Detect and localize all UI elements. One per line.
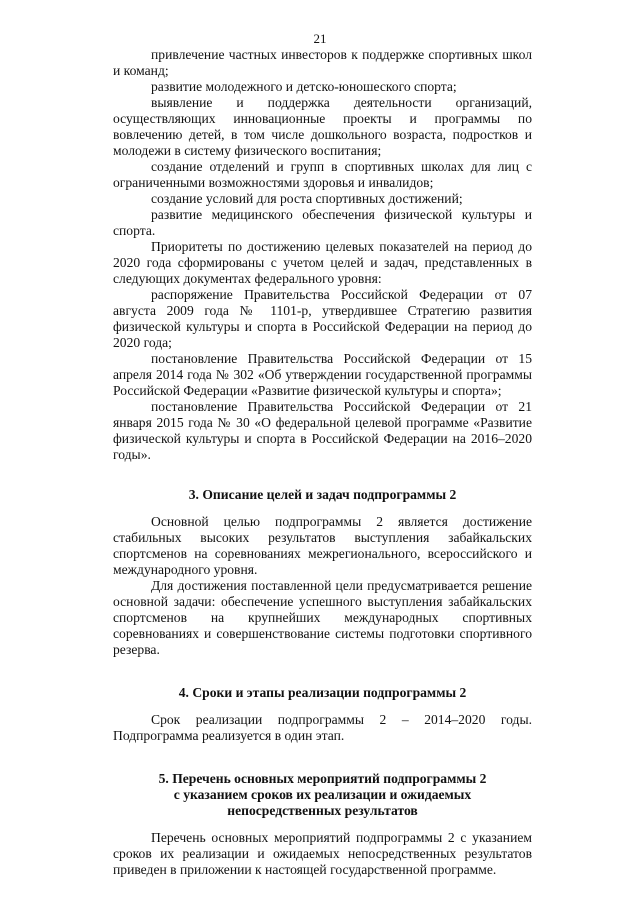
priorities-intro-paragraph: Приоритеты по достижению целевых показателей на период до 2020 года сформированы с учетом целей и задач, представленных в следующих документах федерального уровня: (113, 239, 532, 286)
federal-document-item: распоряжение Правительства Российской Федерации от 07 августа 2009 года № 1101-р, утвердившее Стратегию развития физической культуры и спорта в Российской Федерации на период до 2020 года; (113, 287, 532, 350)
section-3-paragraph-goal: Основной целью подпрограммы 2 является достижение стабильных высоких результатов выступления забайкальских спортсменов на соревнованиях межрегионального, всероссийского и международного уровня. (113, 514, 532, 577)
tasks-list-item: создание отделений и групп в спортивных школах для лиц с ограниченными возможностями здоровья и инвалидов; (113, 159, 532, 190)
section-5-heading-line: с указанием сроков их реализации и ожидаемых (173, 787, 472, 802)
section-3-heading: 3. Описание целей и задач подпрограммы 2 (188, 487, 457, 502)
section-5 (113, 771, 532, 878)
page-number: 21 (313, 31, 327, 46)
tasks-list-item: привлечение частных инвесторов к поддержке спортивных школ и команд; (113, 47, 532, 78)
section-5-heading (113, 771, 532, 819)
document-body (113, 47, 532, 878)
tasks-list-item: выявление и поддержка деятельности организаций, осуществляющих инновационные проекты и программы по вовлечению детей, в том числе дошкольного возраста, подростков и молодежи в систему физического воспитания; (113, 95, 532, 158)
section-3 (113, 487, 532, 658)
federal-documents-list (113, 287, 532, 463)
section-5-paragraph: Перечень основных мероприятий подпрограммы 2 с указанием сроков их реализации и ожидаемых непосредственных результатов приведен в приложении к настоящей государственной программе. (113, 830, 532, 877)
section-4 (113, 685, 532, 744)
section-4-heading: 4. Сроки и этапы реализации подпрограммы 2 (178, 685, 467, 700)
section-3-paragraph-task: Для достижения поставленной цели предусматривается решение основной задачи: обеспечение успешного выступления забайкальских спортсменов на крупнейших международных спортивных соревнованиях и совершенствование системы подготовки спортивного резерва. (113, 578, 532, 657)
tasks-list-item: развитие молодежного и детско-юношеского спорта; (151, 79, 457, 94)
section-5-heading-line: непосредственных результатов (227, 803, 418, 818)
tasks-list-item: создание условий для роста спортивных достижений; (151, 191, 463, 206)
section-4-paragraph: Срок реализации подпрограммы 2 – 2014–2020 годы. Подпрограмма реализуется в один этап. (113, 712, 532, 743)
tasks-list-item: развитие медицинского обеспечения физической культуры и спорта. (113, 207, 532, 238)
tasks-list (113, 47, 532, 239)
federal-document-item: постановление Правительства Российской Федерации от 15 апреля 2014 года № 302 «Об утверждении государственной программы Российской Федерации «Развитие физической культуры и спорта»; (113, 351, 532, 398)
federal-document-item: постановление Правительства Российской Федерации от 21 января 2015 года № 30 «О федеральной целевой программе «Развитие физической культуры и спорта в Российской Федерации на 2016–2020 годы». (113, 399, 532, 462)
section-5-heading-line: 5. Перечень основных мероприятий подпрограммы 2 (158, 771, 487, 786)
